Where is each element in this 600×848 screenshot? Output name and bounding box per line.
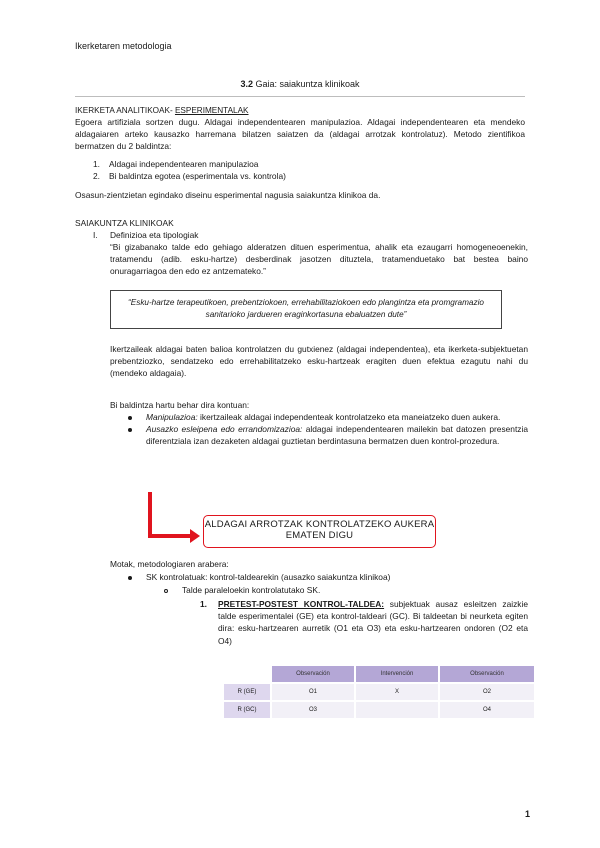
- conditions-intro: Bi baldintza hartu behar dira kontuan:: [110, 400, 250, 410]
- bullet-dot-icon: [128, 416, 132, 420]
- table-header-cell: Observación: [440, 666, 534, 682]
- bullet-dot-icon: [128, 428, 132, 432]
- table-cell: O2: [440, 684, 534, 700]
- table-cell: X: [356, 684, 438, 700]
- condition-text: Bi baldintza egotea (esperimentala vs. kontrola): [109, 171, 286, 182]
- table-row: [224, 702, 534, 718]
- bullet-list: [128, 411, 528, 448]
- title-text: Gaia: saiakuntza klinikoak: [255, 79, 360, 89]
- bullet-dot-icon: [128, 576, 132, 580]
- running-header: Ikerketaren metodologia: [75, 41, 172, 51]
- design-text: subjektuak ausaz esleitzen zaizkie talde esperimentalei (GE) eta kontrol-taldeari (GC). Bi taldeetan bi neurketa egiten dira: esku-hartzearen aurretik (O1 eta O3) eta esku-hartzearen ondoren (O2 eta O4): [218, 599, 528, 646]
- section2-heading: SAIAKUNTZA KLINIKOAK: [75, 218, 174, 228]
- subsection-heading: [93, 229, 198, 241]
- callout-arrow-shaft: [148, 534, 193, 538]
- section1-heading-prefix: IKERKETA ANALITIKOAK-: [75, 106, 175, 115]
- condition-num: 2.: [93, 171, 100, 182]
- condition-item: [93, 158, 286, 170]
- bullet-circle-icon: [164, 589, 168, 593]
- type-bullet: [128, 571, 390, 583]
- table-corner: [224, 666, 270, 682]
- bullet-text: aldagai independentearen mailekin bat datozen presentzia diferentziala izan dezaketen aldagai guztietan berdintasuna bermatzen duen kontrol-prozedura.: [146, 424, 528, 447]
- callout-box: ALDAGAI ARROTZAK KONTROLATZEKO AUKERA EMATEN DIGU: [203, 515, 436, 548]
- row-label: R (GC): [224, 702, 270, 718]
- bullet-text: ikertzaileak aldagai independenteak kontrolatzeko eta maneiatzeko duen aukera.: [197, 412, 501, 422]
- design-name: PRETEST-POSTEST KONTROL-TALDEA:: [218, 599, 385, 609]
- design-item: [200, 598, 528, 647]
- title-divider: [75, 96, 525, 97]
- condition-num: 1.: [93, 159, 100, 169]
- table-cell: [356, 702, 438, 718]
- subsection-num: I.: [93, 230, 98, 240]
- bullet-term: Ausazko esleipena edo errandomizazioa:: [146, 424, 303, 435]
- page-title: [0, 78, 600, 91]
- bullet-item: [128, 411, 528, 423]
- table-header-cell: Intervención: [356, 666, 438, 682]
- table-header-cell: Observación: [272, 666, 354, 682]
- bullet-item: [128, 423, 528, 447]
- section1-closing: Osasun-zientzietan egindako diseinu esperimental nagusia saiakuntza klinikoa da.: [75, 190, 381, 200]
- table-cell: O4: [440, 702, 534, 718]
- quote-box: “Esku-hartze terapeutikoen, prebentziokoen, errehabilitaziokoen edo plangintza eta promgramazio sanitarioko jardueren eraginkortasuna ebaluatzen dute”: [110, 290, 502, 329]
- condition-text: Aldagai independentearen manipulazioa: [109, 159, 259, 169]
- bullet-term: Manipulazioa:: [146, 412, 198, 422]
- condition-list: [93, 158, 286, 182]
- type-bullet-text: SK kontrolatuak: kontrol-taldearekin (ausazko saiakuntza klinikoa): [146, 572, 391, 582]
- title-number: 3.2: [240, 79, 253, 89]
- table-cell: O3: [272, 702, 354, 718]
- definition-paragraph: “Bi gizabanako talde edo gehiago alderatzen dituen esperimentua, ahalik eta ezaugarri homogeneoenekin, tratamendu (adib. esku-hartze) desberdinak jasotzen dituztela, tratamenduetako bat bestea baino onuragarriagoa den edo ez antzemateko.”: [110, 242, 528, 277]
- callout-arrow-stem: [148, 492, 152, 538]
- observation-table: [222, 664, 536, 720]
- types-intro: Motak, metodologiaren arabera:: [110, 559, 229, 569]
- row-label: R (GE): [224, 684, 270, 700]
- sub-bullet: [164, 584, 320, 596]
- sub-bullet-text: Talde paraleloekin kontrolatutako SK.: [182, 585, 321, 595]
- section1-heading-underlined: ESPERIMENTALAK: [174, 106, 249, 115]
- page-number: 1: [525, 809, 531, 819]
- subsection-title: Definizioa eta tipologiak: [110, 230, 199, 240]
- table-cell: O1: [272, 684, 354, 700]
- arrow-right-icon: [190, 529, 200, 543]
- researcher-paragraph: Ikertzaileak aldagai baten balioa kontrolatzen du gutxienez (aldagai independentea), eta ikerketa-subjektuetan prebentziozko, sendatzeko edo errehabilitatzeko esku-hartzeak eragiten duen efektua ezagutu nahi du (mendeko aldagaia).: [110, 344, 528, 379]
- table-row: [224, 684, 534, 700]
- table-header-row: [224, 666, 534, 682]
- condition-item: [93, 170, 286, 182]
- section1-paragraph: Egoera artifiziala sortzen dugu. Aldagai independentearen manipulazioa. Aldagai independentearen eta mendeko aldagaiaren arteko kausazko harremana bilatzen saiatzen da (aldagai arrotzak kontrolatuz). Metodo zientifikoa bermatzen du 2 baldintza:: [75, 117, 525, 152]
- design-num: 1.: [200, 599, 207, 609]
